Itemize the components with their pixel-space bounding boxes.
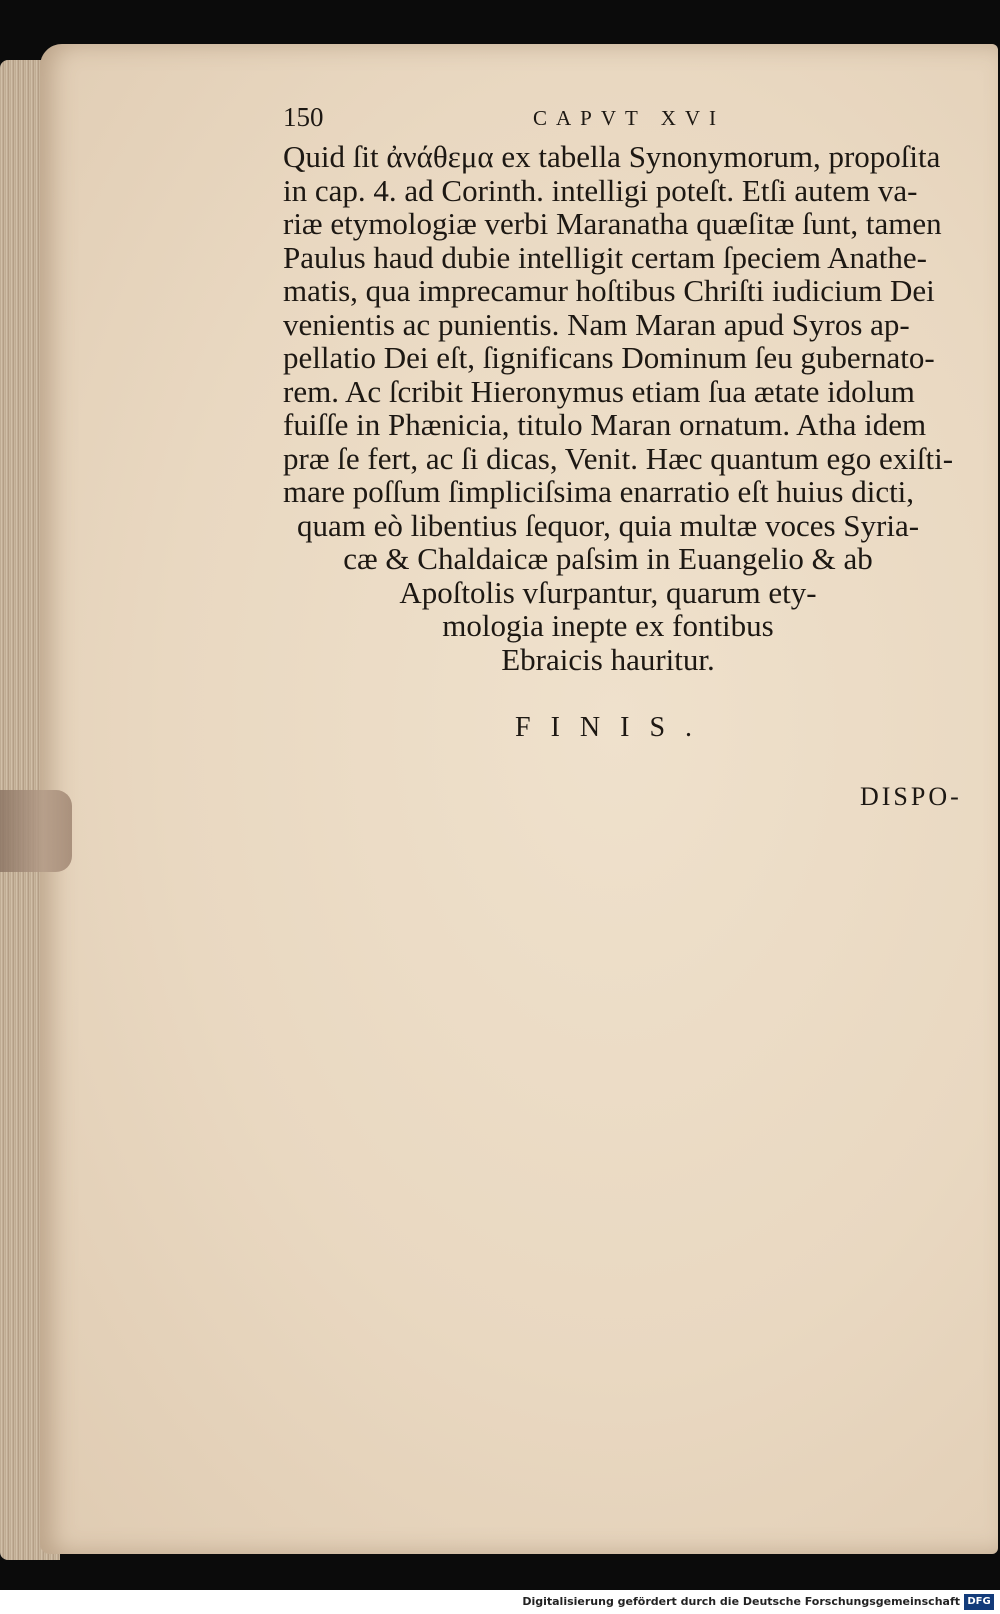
body-line: fuiſſe in Phænicia, titulo Maran ornatum. Atha idem [283, 407, 927, 442]
running-head: CAPVT XVI [533, 106, 726, 130]
body-line: venientis ac punientis. Nam Maran apud Syros ap- [283, 306, 910, 342]
page-tab-marker [0, 790, 72, 872]
body-line: quam eò libentius ſequor, quia multæ voces Syria- [296, 507, 920, 543]
body-line: Ebraicis hauritur. [501, 641, 715, 677]
finis-heading: FINIS. [515, 712, 713, 743]
page-header [283, 100, 983, 140]
body-line: cæ & Chaldaicæ paſsim in Euangelio & ab [343, 541, 873, 576]
text-block [283, 100, 983, 676]
body-line: Paulus haud dubie intelligit certam ſpeciem Anathe- [283, 239, 927, 275]
catchword: DISPO- [860, 782, 962, 811]
body-line: Quid ſit ἀνάθεμα ex tabella Synonymorum, propoſita [283, 139, 941, 174]
body-line: in cap. 4. ad Corinth. intelligi poteſt. Etſi autem va- [283, 172, 918, 208]
body-line: riæ etymologiæ verbi Maranatha quæſitæ ſunt, tamen [283, 206, 942, 241]
footer-credit: Digitalisierung gefördert durch die Deutsche Forschungsgemeinschaft [522, 1595, 960, 1608]
dfg-logo-icon: DFG [964, 1594, 994, 1610]
page-number: 150 [283, 102, 324, 132]
body-line: mologia inepte ex fontibus [442, 608, 774, 643]
body-line: præ ſe fert, ac ſi dicas, Venit. Hæc quantum ego exiſti- [283, 440, 954, 476]
body-line: rem. Ac ſcribit Hieronymus etiam ſua ætate idolum [283, 373, 915, 409]
digitization-footer [0, 1592, 1000, 1614]
body-line: matis, qua imprecamur hoſtibus Chriſti iudicium Dei [283, 273, 935, 308]
body-line: pellatio Dei eſt, ſignificans Dominum ſeu gubernato- [283, 340, 935, 375]
body-line: Apoſtolis vſurpantur, quarum ety- [399, 574, 817, 610]
body-line: mare poſſum ſimpliciſsima enarratio eſt huius dicti, [283, 474, 915, 509]
